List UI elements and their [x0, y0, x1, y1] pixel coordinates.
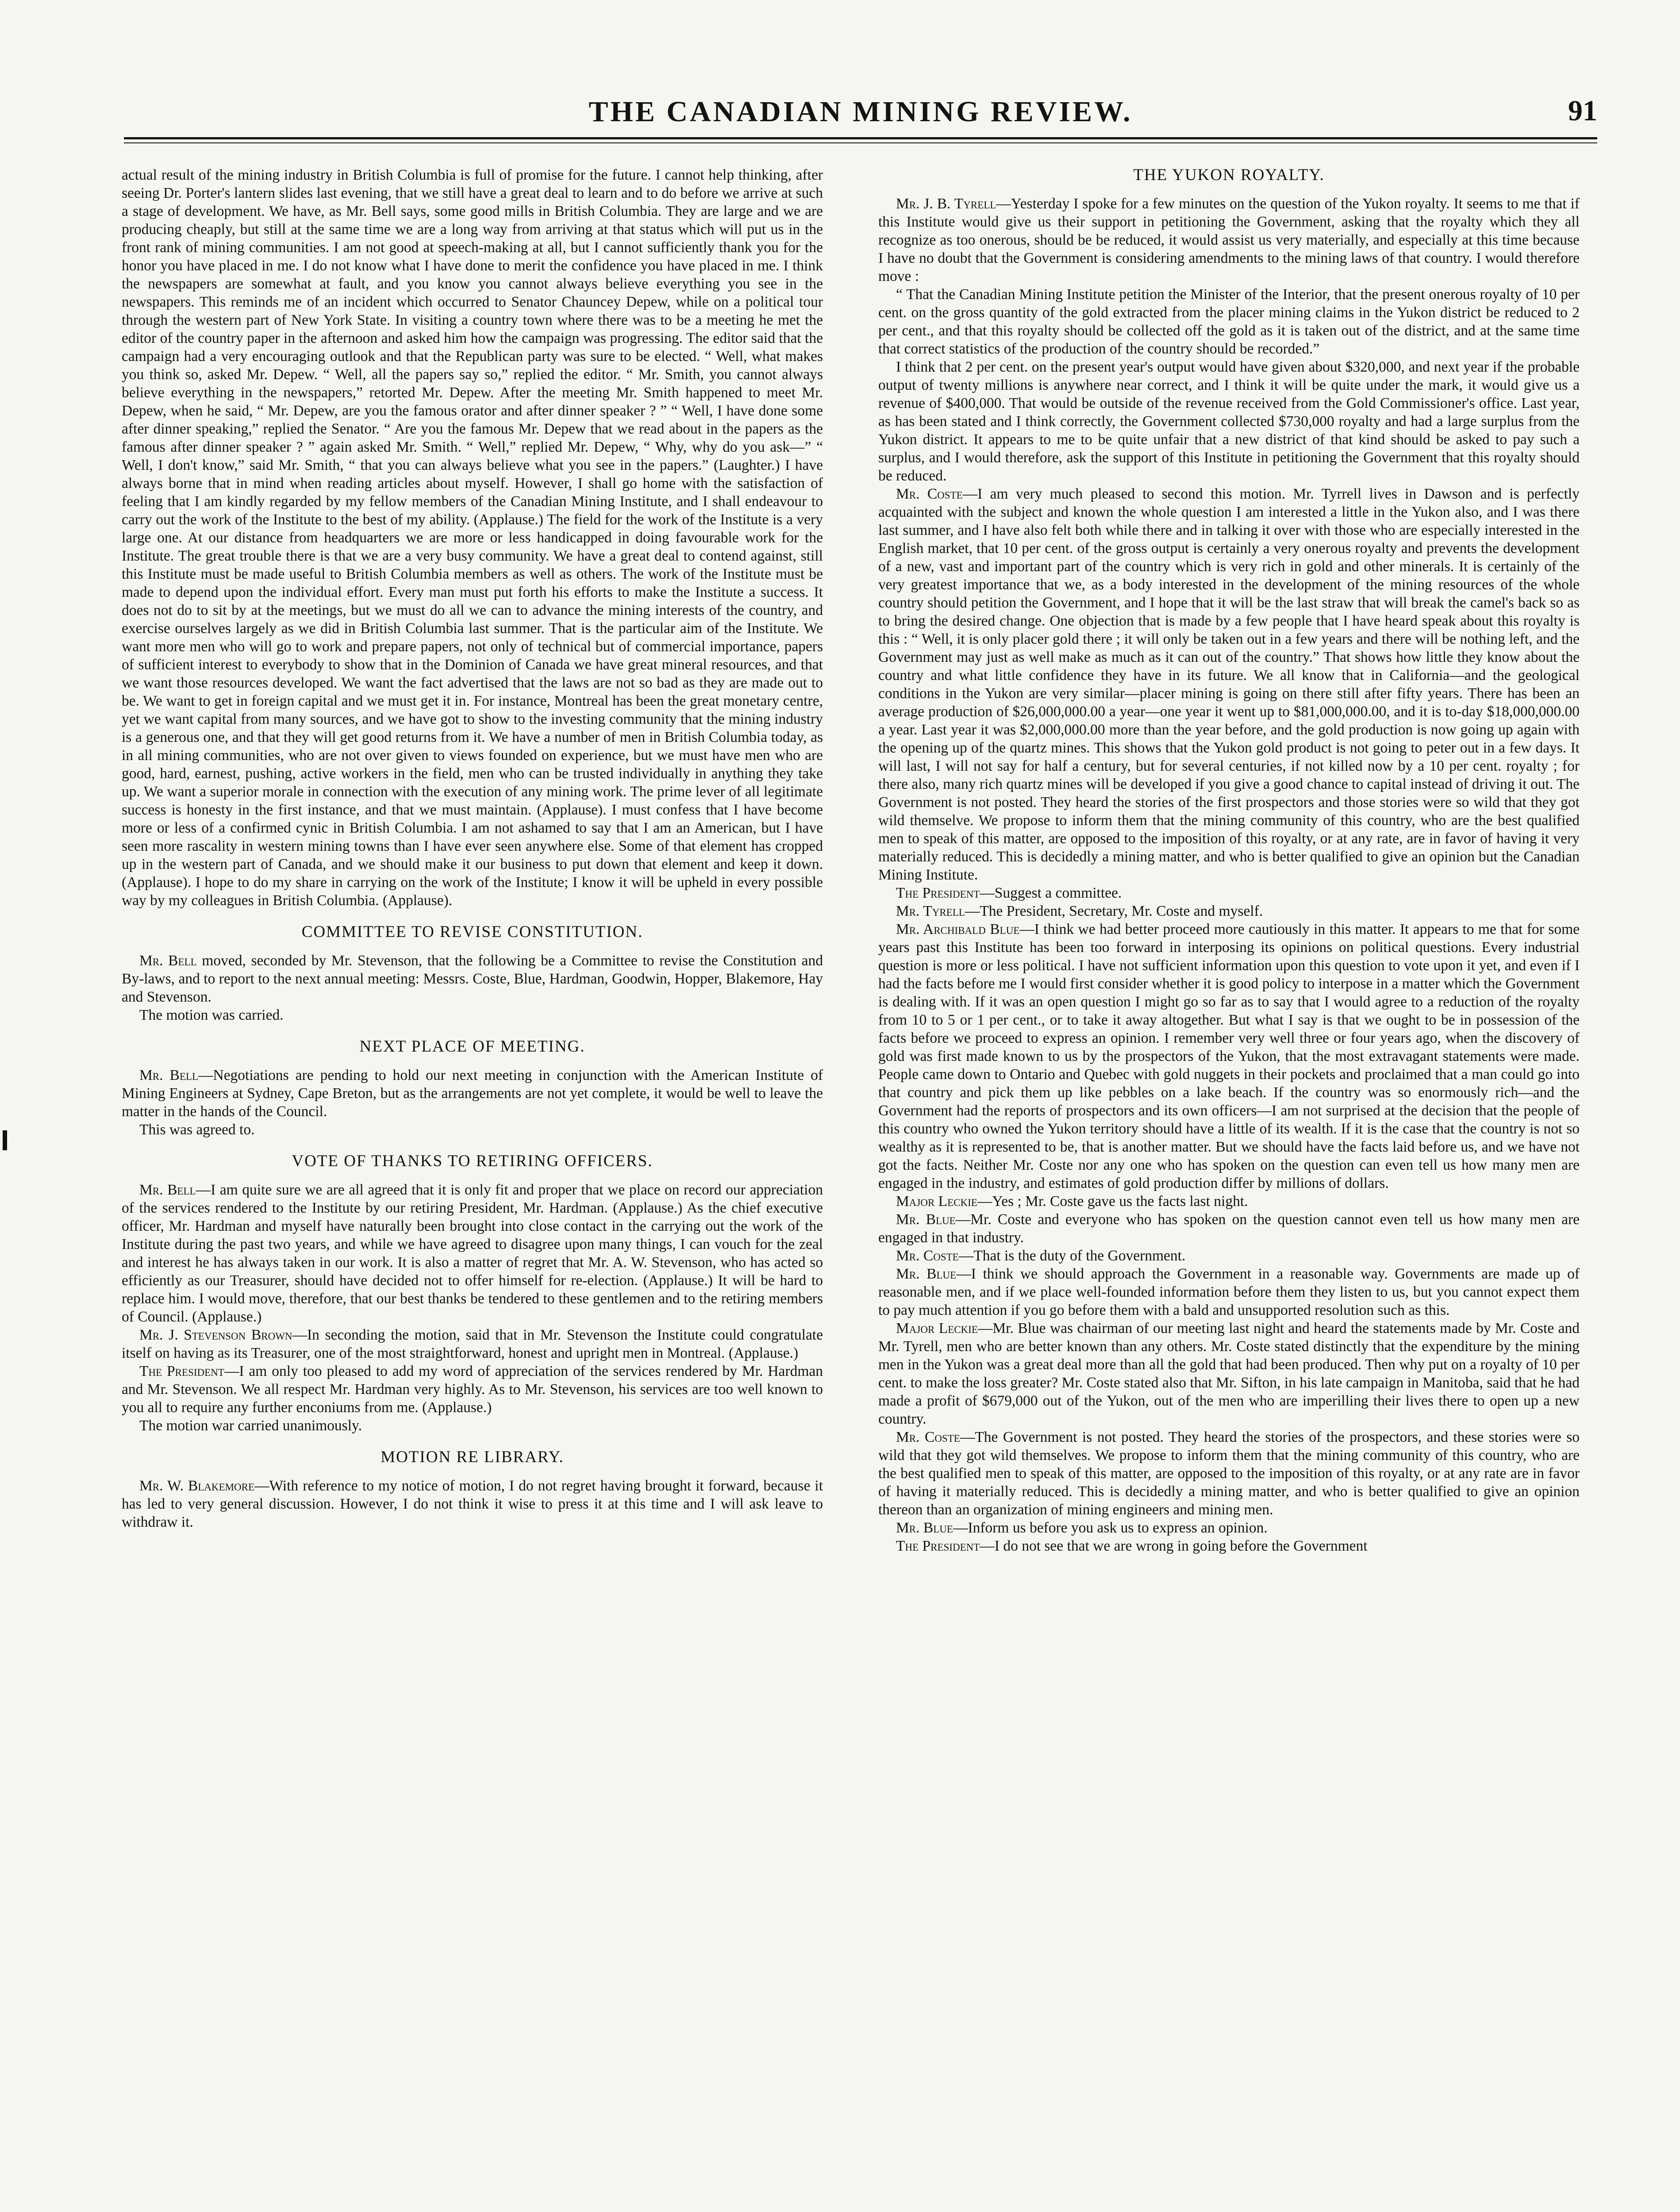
paragraph [122, 1181, 823, 1326]
speech-text: —I do not see that we are wrong in going before the Government [980, 1538, 1368, 1554]
header-rule-thick [124, 137, 1597, 139]
paragraph [878, 1247, 1580, 1265]
paragraph: actual result of the mining industry in British Columbia is full of promise for the future. I cannot help thinking, after seeing Dr. Porter's lantern slides last evening, that we still have a great deal to learn and to do before we arrive at such a stage of development. We have, as Mr. Bell says, some good mills in British Columbia. They are large and we are producing cheaply, but still at the same time we are a long way from arriving at that status which will put us in the front rank of mining communities. I am not good at speech-making at all, but I cannot sufficiently thank you for the honor you have placed in me. I do not know what I have done to merit the confidence you have placed in me. I think the newspapers are somewhat at fault, and you know you cannot always believe everything you see in the newspapers. This reminds me of an incident which occurred to Senator Chauncey Depew, while on a political tour through the western part of New York State. In visiting a country town where there was to be a meeting he met the editor of the country paper in the afternoon and asked him how the campaign was progressing. The editor said that the campaign had a very encouraging outlook and that the Republican party was sure to be elected. “ Well, what makes you think so, asked Mr. Depew. “ Well, all the papers say so,” replied the editor. “ Mr. Smith, you cannot always believe everything in the newspapers,” retorted Mr. Depew. After the meeting Mr. Smith happened to meet Mr. Depew, when he said, “ Mr. Depew, are you the famous orator and after dinner speaker ? ” “ Well, I have done some after dinner speaking,” replied the Senator. “ Are you the famous Mr. Depew that we read about in the papers as the famous after dinner speaker ? ” again asked Mr. Smith. “ Well,” replied Mr. Depew, “ Why, why do you ask—” “ Well, I don't know,” said Mr. Smith, “ that you can always believe what you see in the papers.” (Laughter.) I have always borne that in mind when reading articles about myself. However, I shall go home with the satisfaction of feeling that I am kindly regarded by my fellow members of the Canadian Mining Institute, and I shall endeavour to carry out the work of the Institute to the best of my ability. (Applause.) The field for the work of the Institute is a very large one. At our distance from headquarters we are more or less handicapped in doing favourable work for the Institute. The great trouble there is that we are a very busy community. We have a great deal to contend against, still this Institute must be made useful to British Columbia members as well as others. The work of the Institute must be made to depend upon the individual effort. Every man must put forth his efforts to make the Institute a success. It does not do to sit by at the meetings, but we must do all we can to advance the mining interests of the country, and exercise ourselves largely as we did in British Columbia last summer. That is the particular aim of the Institute. We want more men who will go to work and prepare papers, not only of technical but of commercial importance, papers of sufficient interest to everybody to show that in the Dominion of Canada we have great mineral resources, and that we want those resources developed. We want the fact advertised that the laws are not so bad as they are made out to be. We want to get in foreign capital and we must get it in. For instance, Montreal has been the great monetary centre, yet we want capital from many sources, and we have got to show to the investing community that the mining industry is a generous one, and that they will get good returns from it. We have a number of men in British Columbia today, as in all mining communities, who are not over given to views founded on experience, but we must have men who are good, hard, earnest, pushing, active workers in the field, men who can be trusted individually in anything they take up. We want a superior morale in connection with the execution of any mining work. The prime lever of all legitimate success is honesty in the first instance, and that we must maintain. (Applause). I must confess that I have become more or less of a confirmed cynic in British Columbia. I am not ashamed to say that I am an American, but I have seen more rascality in western mining towns than I have ever seen anywhere else. Some of that element has cropped up in the western part of Canada, and we should make it our business to put down that element and keep it down. (Applause). I hope to do my share in carrying on the work of the Institute; I know it will be upheld in every possible way by my colleagues in British Columbia. (Applause). [122, 167, 823, 909]
speech-text: —That is the duty of the Government. [958, 1248, 1186, 1264]
speaker-name: The President [896, 1538, 980, 1554]
right-column [878, 166, 1580, 2212]
speaker-name: Mr. Bell [139, 952, 197, 969]
speaker-name: Mr. Coste [896, 1248, 959, 1264]
speaker-name: Mr. Bell [139, 1067, 198, 1083]
paragraph: The motion war carried unanimously. [139, 1417, 362, 1434]
speech-text: —I think we had better proceed more cautiously in this matter. It appears to me that for some years past this Institute has been too forward in interposing its opinions on political questions. Every industrial question is more or less political. I have not sufficient information upon this question to vote upon it yet, and even if I had the facts before me I would first consider whether it is good policy to interpose in a matter which the Government is dealing with. If it was an open question I might go so far as to say that I would agree to a reduction of the royalty from 10 to 5 or 1 per cent., or to take it away altogether. But what I say is that we ought to be in possession of the facts before we proceed to express an opinion. I remember very well three or four years ago, when the discovery of gold was first made known to us by the prospectors of the Yukon, that the most extravagant statements were made. People came down to Ontario and Quebec with gold nuggets in their pockets and proclaimed that a man could go into that country and pick them up like pebbles on a lake beach. If the country was so enormously rich—and the Government had the reports of prospectors and its own officers—I am not surprised at the decision that the people of this country who owned the Yukon territory should have a little of its wealth. If it is the case that the country is not so wealthy as it is represented to be, that is another matter. But we should have the facts laid before us, and we have not got the facts. Neither Mr. Coste nor any one who has spoken on the question can even tell us how many men are engaged in the industry, and estimates of gold production differ by millions of dollars. [878, 921, 1580, 1191]
paragraph [878, 485, 1580, 884]
section-heading: VOTE OF THANKS TO RETIRING OFFICERS. [292, 1152, 653, 1170]
page-header [124, 91, 1597, 139]
speech-text: moved, seconded by Mr. Stevenson, that the following be a Committee to revise the Constitution and By-laws, and to report to the next annual meeting: Messrs. Coste, Blue, Hardman, Goodwin, Hopper, Blakemore, Hay and Stevenson. [122, 952, 823, 1005]
paragraph [878, 1319, 1580, 1428]
speech-text: —Inform us before you ask us to express an opinion. [953, 1520, 1268, 1536]
speaker-name: Mr. Archibald Blue [896, 921, 1020, 937]
speech-text: —Yesterday I spoke for a few minutes on the question of the Yukon royalty. It seems to me that if this Institute would give us their support in petitioning the Government, asking that the royalty which they all recognize as too onerous, should be be reduced, it would assist us very materially, and especially at this time because I have no doubt that the Government is considering amendments to the mining laws of that country. I would therefore move : [878, 196, 1580, 284]
paragraph [122, 1362, 823, 1417]
speech-text: —The President, Secretary, Mr. Coste and myself. [965, 903, 1263, 919]
margin-mark [3, 1130, 7, 1150]
paragraph: I think that 2 per cent. on the present year's output would have given about $320,000, and next year if the probable output of twenty millions is anywhere near correct, and I think it will be quite under the mark, it would give us a revenue of $400,000. That would be outside of the revenue received from the Gold Commissioner's office. Last year, as has been stated and I think correctly, the Government collected $730,000 royalty and had a large surplus from the Yukon district. It appears to me to be quite unfair that a new district of that kind should be asked to pay such a surplus, and I would therefore, ask the support of this Institute in petitioning the Government that this royalty should be reduced. [878, 359, 1580, 484]
paragraph [878, 1210, 1580, 1247]
paragraph [878, 1428, 1580, 1519]
header-rule-thin [124, 142, 1597, 143]
speaker-name: Mr. Blue [896, 1520, 953, 1536]
paragraph [878, 1265, 1580, 1319]
publication-title: THE CANADIAN MINING REVIEW. [588, 96, 1133, 128]
speech-text: —I am quite sure we are all agreed that it is only fit and proper that we place on record our appreciation of the services rendered to the Institute by our retiring President, Mr. Hardman. (Applause.) As the chief executive officer, Mr. Hardman and myself have naturally been brought into close contact in the carrying out the work of the Institute during the past two years, and while we have agreed to disagree upon many things, I can vouch for the zeal and interest he has always taken in our work. It is also a matter of regret that Mr. A. W. Stevenson, who has acted so efficiently as our Treasurer, should have decided not to offer himself for re-election. (Applause.) It will be hard to replace him. I would move, therefore, that our best thanks be tendered to these gentlemen and to the retiring members of Council. (Applause.) [122, 1182, 823, 1325]
speech-text: —In seconding the motion, said that in Mr. Stevenson the Institute could congratulate itself on having as its Treasurer, one of the most straightforward, honest and upright men in Montreal. (Applause.) [122, 1327, 823, 1361]
speaker-name: Mr. Blue [896, 1266, 957, 1282]
speaker-name: Major Leckie [896, 1193, 977, 1210]
section-heading: MOTION RE LIBRARY. [381, 1448, 564, 1466]
paragraph: This was agreed to. [139, 1121, 255, 1138]
speech-text: —Yes ; Mr. Coste gave us the facts last night. [977, 1193, 1248, 1210]
paragraph [878, 195, 1580, 285]
speaker-name: Mr. Tyrell [896, 903, 965, 919]
speech-text: —I am very much pleased to second this motion. Mr. Tyrrell lives in Dawson and is perfectly acquainted with the subject and known the whole question I am interested a little in the Yukon also, and I was there last summer, and I have also felt both while there and in talking it over with those who are especially interested in the English market, that 10 per cent. of the gross output is certainly a very onerous royalty and prevents the development of a new, vast and important part of the country which is very rich in gold and other minerals. It is certainly of the very greatest importance that we, as a body interested in the development of the mining resources of the whole country should petition the Government, and I hope that it will be the last straw that will break the camel's back so as to bring the desired change. One objection that is made by a few people that I have heard speak about this royalty is this : “ Well, it is only placer gold there ; it will only be taken out in a few years and there will be nothing left, and the Government may just as well make as much as it can out of the country.” That shows how little they know about the country and what little confidence they have in its future. We all know that in California—and the geological conditions in the Yukon are very similar—placer mining is going on there still after fifty years. There has been an average production of $26,000,000.00 a year—one year it went up to $81,000,000.00, and it is to-day $18,000,000.00 a year. Last year it was $2,000,000.00 more than the year before, and the gold production is now going up again with the opening up of the quartz mines. This shows that the Yukon gold product is not going to peter out in a few days. It will last, I will not say for half a century, but for several centuries, if not killed now by a 10 per cent. royalty ; for there also, many rich quartz mines will be developed if you give a good chance to capital instead of driving it out. The Government is not posted. They heard the stories of the first prospectors and those stories were so wild that they got wild themselve. We propose to inform them that the mining community of this country, who are the best qualified men to speak of this matter, are opposed to the imposition of this royalty, or at any rate, are in favor of having it very materially reduced. This is decidedly a mining matter, and who is better qualified to give an opinion but the Canadian Mining Institute. [878, 486, 1580, 883]
speaker-name: Mr. Blue [896, 1211, 956, 1228]
paragraph [122, 1326, 823, 1362]
section-heading: COMMITTEE TO REVISE CONSTITUTION. [301, 923, 643, 941]
speaker-name: Mr. W. Blakemore [139, 1478, 255, 1494]
speaker-name: Mr. Coste [896, 1429, 960, 1445]
speech-text: —Suggest a committee. [980, 885, 1122, 901]
speech-text: —Mr. Coste and everyone who has spoken on the question cannot even tell us how many men are engaged in that industry. [878, 1211, 1580, 1246]
speech-text: —Mr. Blue was chairman of our meeting last night and heard the statements made by Mr. Coste and Mr. Tyrell, men who are better known than any others. Mr. Coste stated distinctly that the expenditure by the mining men in the Yukon was a great deal more than all the gold that had been produced. Then why put on a royalty of 10 per cent. to make the loss greater? Mr. Coste stated also that Mr. Sifton, in his late campaign in Manitoba, said that he had made a profit of $679,000 out of the Yukon, out of the men who are imperilling their lives there to open up a new country. [878, 1320, 1580, 1427]
speech-text: —The Government is not posted. They heard the stories of the prospectors, and these stories were so wild that they got wild themselves. We propose to inform them that the mining community of this country, who are the best qualified men to speak of this matter, are opposed to the imposition of this royalty, or at any rate are in favor of having it materially reduced. This is decidedly a mining matter, and who is better qualified to give an opinion thereon than an organization of mining engineers and mining men. [878, 1429, 1580, 1518]
speech-text: —I think we should approach the Government in a reasonable way. Governments are made up of reasonable men, and if we place well-founded information before them they listen to us, but you cannot expect them to pay much attention if you go before them with a bald and unsupported resolution such as this. [878, 1266, 1580, 1318]
paragraph [878, 920, 1580, 1192]
speaker-name: Mr. Coste [896, 486, 963, 502]
speaker-name: Major Leckie [896, 1320, 978, 1336]
paragraph [122, 952, 823, 1006]
page-number: 91 [1568, 95, 1597, 127]
paragraph [122, 1477, 823, 1531]
speaker-name: The President [139, 1363, 224, 1379]
speech-text: —With reference to my notice of motion, I do not regret having brought it forward, because it has led to very general discussion. However, I do not think it wise to press it at this time and I will ask leave to withdraw it. [122, 1478, 823, 1530]
paragraph [878, 1537, 1580, 1555]
paragraph [878, 1192, 1580, 1210]
motion-quote: “ That the Canadian Mining Institute petition the Minister of the Interior, that the present onerous royalty of 10 per cent. on the gross quantity of the gold extracted from the placer mining claims in the Yukon district be reduced to 2 per cent., and that this royalty should be collected off the gold as it is taken out of the district, and at the same time that correct statistics of the production of the country should be recorded.” [878, 286, 1580, 357]
speaker-name: The President [896, 885, 980, 901]
paragraph [878, 902, 1580, 920]
speech-text: —Negotiations are pending to hold our next meeting in conjunction with the American Institute of Mining Engineers at Sydney, Cape Breton, but as the arrangements are not yet complete, it would be well to leave the matter in the hands of the Council. [122, 1067, 823, 1120]
paragraph: The motion was carried. [139, 1007, 284, 1023]
speech-text: —I am only too pleased to add my word of appreciation of the services rendered by Mr. Hardman and Mr. Stevenson. We all respect Mr. Hardman very highly. As to Mr. Stevenson, his services are too well known to you all to require any further enconiums from me. (Applause.) [122, 1363, 823, 1416]
paragraph [122, 1066, 823, 1121]
section-heading: THE YUKON ROYALTY. [1133, 166, 1325, 184]
speaker-name: Mr. J. Stevenson Brown [139, 1327, 292, 1343]
section-heading: NEXT PLACE OF MEETING. [359, 1037, 585, 1056]
speaker-name: Mr. J. B. Tyrell [896, 196, 996, 212]
speaker-name: Mr. Bell [139, 1182, 196, 1198]
paragraph [878, 884, 1580, 902]
left-column [122, 166, 823, 2212]
paragraph [878, 1519, 1580, 1537]
